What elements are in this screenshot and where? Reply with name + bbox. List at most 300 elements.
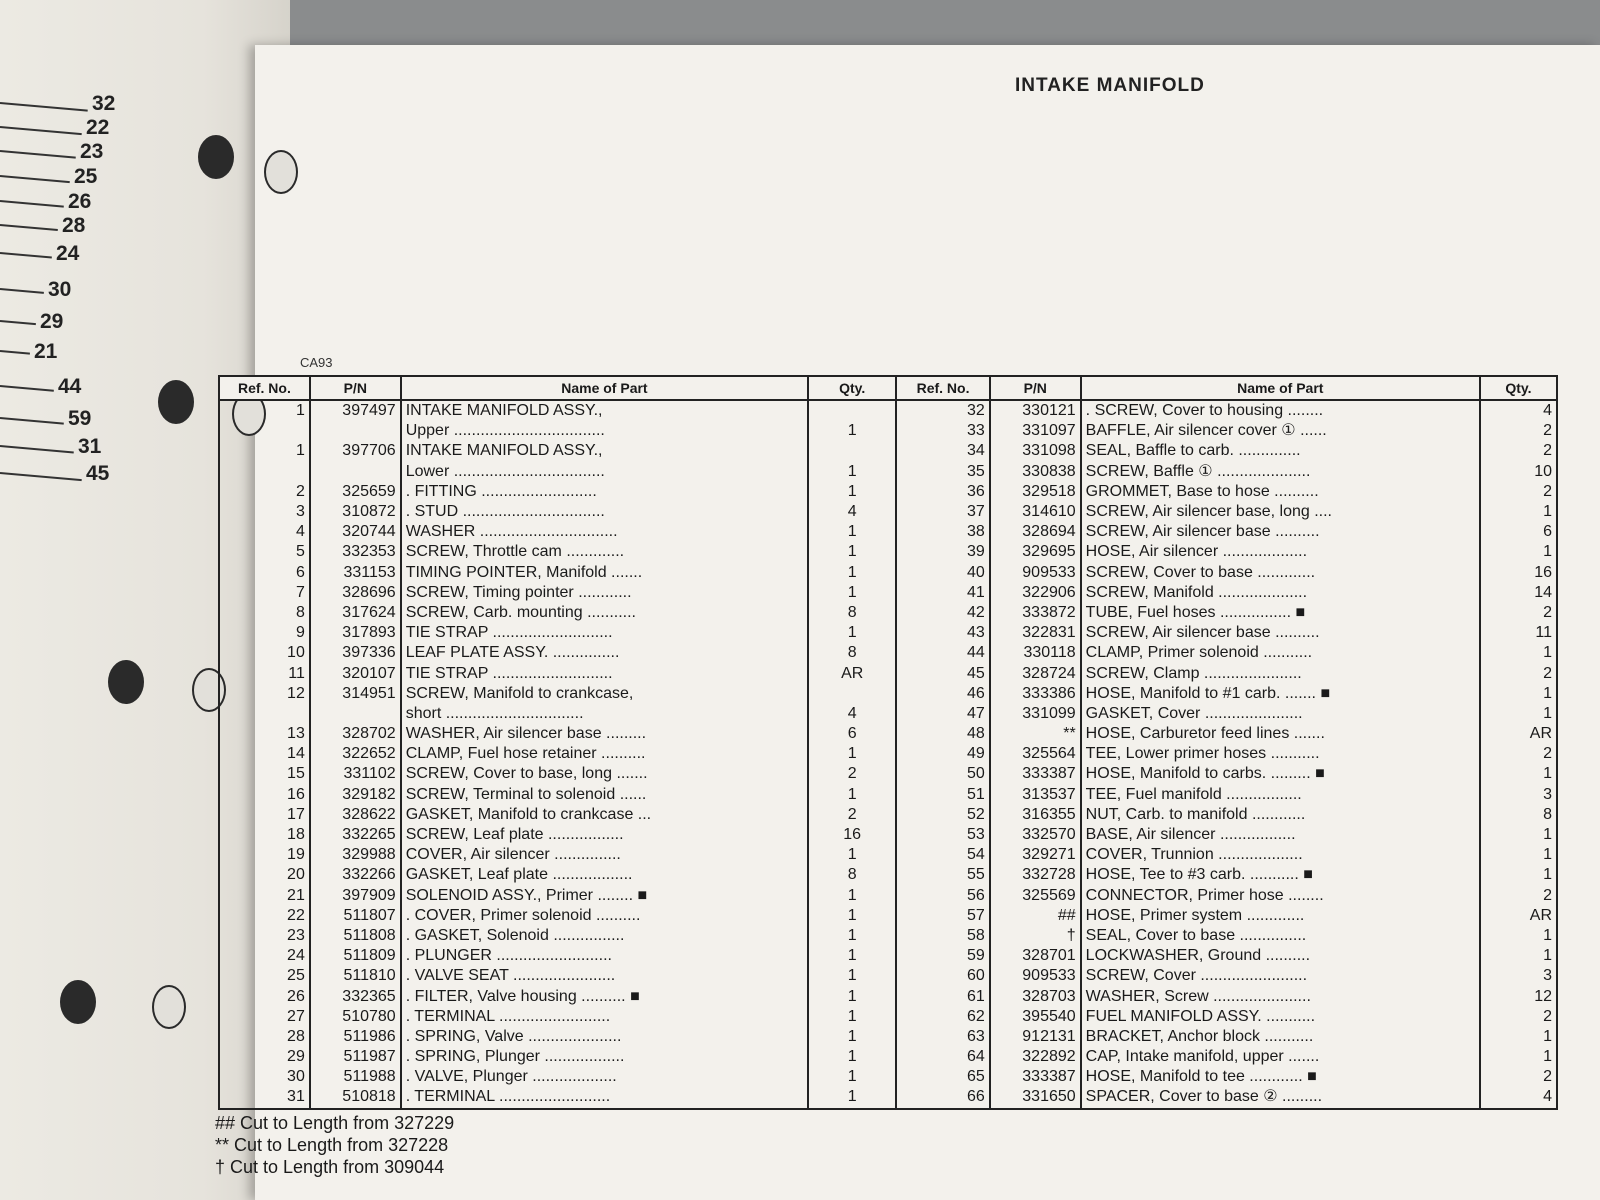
quantity-cell: 1 xyxy=(808,946,896,966)
quantity-cell: 1 xyxy=(808,1007,896,1027)
ref-no-cell: 54 xyxy=(896,845,990,865)
part-number-cell: 320744 xyxy=(310,522,401,542)
leader-line xyxy=(0,320,36,325)
table-row xyxy=(219,663,1557,683)
quantity-cell: 1 xyxy=(808,785,896,805)
quantity-cell: 2 xyxy=(1480,441,1557,461)
quantity-cell: 8 xyxy=(1480,805,1557,825)
ref-no-cell: 51 xyxy=(896,785,990,805)
table-row xyxy=(219,865,1557,885)
part-name-cell: SCREW, Cover ........................ xyxy=(1081,966,1480,986)
binder-hole xyxy=(108,660,144,704)
ref-no-cell: 18 xyxy=(219,825,310,845)
callout-number: 44 xyxy=(58,375,82,398)
quantity-cell: 1 xyxy=(808,421,896,441)
ref-no-cell: 28 xyxy=(219,1027,310,1047)
part-name-cell: SCREW, Timing pointer ............ xyxy=(401,583,808,603)
quantity-cell: 1 xyxy=(1480,502,1557,522)
part-number-cell: 332265 xyxy=(310,825,401,845)
part-name-cell: HOSE, Manifold to carbs. ......... ■ xyxy=(1081,764,1480,784)
ref-no-cell: 62 xyxy=(896,1007,990,1027)
quantity-cell: 8 xyxy=(808,643,896,663)
part-name-cell: TIE STRAP ........................... xyxy=(401,663,808,683)
quantity-cell: 1 xyxy=(808,542,896,562)
part-name-cell: . FITTING .......................... xyxy=(401,482,808,502)
callout-number: 23 xyxy=(80,140,104,163)
table-row xyxy=(219,1087,1557,1108)
part-number-cell: ## xyxy=(990,906,1081,926)
binder-hole xyxy=(158,380,194,424)
table-row xyxy=(219,966,1557,986)
quantity-cell: 1 xyxy=(1480,704,1557,724)
part-name-cell: . STUD ................................ xyxy=(401,502,808,522)
part-name-cell: NUT, Carb. to manifold ............ xyxy=(1081,805,1480,825)
ref-no-cell: 50 xyxy=(896,764,990,784)
part-name-cell: SCREW, Terminal to solenoid ...... xyxy=(401,785,808,805)
ref-no-cell: 1 xyxy=(219,400,310,421)
part-number-cell: 511808 xyxy=(310,926,401,946)
ref-no-cell: 66 xyxy=(896,1087,990,1108)
quantity-cell: 16 xyxy=(808,825,896,845)
part-name-cell: . VALVE SEAT ....................... xyxy=(401,966,808,986)
part-number-cell: 511987 xyxy=(310,1047,401,1067)
part-name-cell: CLAMP, Fuel hose retainer .......... xyxy=(401,744,808,764)
part-name-cell: TUBE, Fuel hoses ................ ■ xyxy=(1081,603,1480,623)
part-name-cell: SCREW, Carb. mounting ........... xyxy=(401,603,808,623)
part-number-cell: 331099 xyxy=(990,704,1081,724)
parts-table-body xyxy=(219,400,1557,1109)
part-number-cell: 511809 xyxy=(310,946,401,966)
quantity-cell: 16 xyxy=(1480,563,1557,583)
part-number-cell: 332570 xyxy=(990,825,1081,845)
part-number-cell: 332266 xyxy=(310,865,401,885)
ref-no-cell: 6 xyxy=(219,563,310,583)
callout-number: 29 xyxy=(40,310,64,333)
part-number-cell: 912131 xyxy=(990,1027,1081,1047)
table-row xyxy=(219,623,1557,643)
part-name-cell: GASKET, Leaf plate .................. xyxy=(401,865,808,885)
part-number-cell: 310872 xyxy=(310,502,401,522)
part-number-cell: 328702 xyxy=(310,724,401,744)
part-name-cell: HOSE, Primer system ............. xyxy=(1081,906,1480,926)
header-ref-no: Ref. No. xyxy=(219,376,310,400)
part-number-cell: 331153 xyxy=(310,563,401,583)
part-number-cell: 329988 xyxy=(310,845,401,865)
part-name-cell: SCREW, Clamp ...................... xyxy=(1081,663,1480,683)
ref-no-cell: 13 xyxy=(219,724,310,744)
quantity-cell xyxy=(808,684,896,704)
ref-no-cell: 2 xyxy=(219,482,310,502)
quantity-cell: 2 xyxy=(1480,421,1557,441)
part-name-cell: CAP, Intake manifold, upper ....... xyxy=(1081,1047,1480,1067)
ref-no-cell: 59 xyxy=(896,946,990,966)
part-number-cell: 397706 xyxy=(310,441,401,461)
leader-line xyxy=(0,126,82,135)
part-number-cell: 329182 xyxy=(310,785,401,805)
ref-no-cell: 53 xyxy=(896,825,990,845)
table-row xyxy=(219,502,1557,522)
ref-no-cell: 58 xyxy=(896,926,990,946)
table-row xyxy=(219,603,1557,623)
callout-number: 22 xyxy=(86,116,110,139)
part-number-cell: 397909 xyxy=(310,886,401,906)
quantity-cell: 1 xyxy=(808,522,896,542)
ref-no-cell: 37 xyxy=(896,502,990,522)
part-name-cell: SPACER, Cover to base ② ......... xyxy=(1081,1087,1480,1108)
part-number-cell: 313537 xyxy=(990,785,1081,805)
part-name-cell: WASHER ............................... xyxy=(401,522,808,542)
part-name-cell: COVER, Air silencer ............... xyxy=(401,845,808,865)
quantity-cell: 1 xyxy=(808,583,896,603)
part-name-cell: TEE, Fuel manifold ................. xyxy=(1081,785,1480,805)
part-number-cell: 511810 xyxy=(310,966,401,986)
table-row xyxy=(219,542,1557,562)
quantity-cell: 10 xyxy=(1480,462,1557,482)
quantity-cell: 2 xyxy=(1480,886,1557,906)
part-number-cell: 330118 xyxy=(990,643,1081,663)
quantity-cell: 2 xyxy=(1480,1007,1557,1027)
part-name-cell: TIE STRAP ........................... xyxy=(401,623,808,643)
quantity-cell xyxy=(808,400,896,421)
ref-no-cell: 47 xyxy=(896,704,990,724)
part-name-cell: SCREW, Leaf plate ................. xyxy=(401,825,808,845)
quantity-cell: 1 xyxy=(808,1067,896,1087)
part-number-cell: 322906 xyxy=(990,583,1081,603)
ref-no-cell: 39 xyxy=(896,542,990,562)
table-row xyxy=(219,1027,1557,1047)
header-pn: P/N xyxy=(990,376,1081,400)
quantity-cell: 14 xyxy=(1480,583,1557,603)
part-name-cell: . COVER, Primer solenoid .......... xyxy=(401,906,808,926)
part-name-cell: GASKET, Cover ...................... xyxy=(1081,704,1480,724)
part-name-cell: HOSE, Manifold to tee ............ ■ xyxy=(1081,1067,1480,1087)
leader-line xyxy=(0,445,74,453)
part-number-cell: 333386 xyxy=(990,684,1081,704)
callout-number: 32 xyxy=(92,92,116,115)
quantity-cell: 1 xyxy=(1480,845,1557,865)
header-name-of-part: Name of Part xyxy=(1081,376,1480,400)
ref-no-cell: 64 xyxy=(896,1047,990,1067)
quantity-cell: 2 xyxy=(808,805,896,825)
part-name-cell: SCREW, Cover to base ............. xyxy=(1081,563,1480,583)
ref-no-cell: 27 xyxy=(219,1007,310,1027)
footnote: ** Cut to Length from 327228 xyxy=(215,1135,449,1155)
quantity-cell: 3 xyxy=(1480,785,1557,805)
part-number-cell: 328703 xyxy=(990,986,1081,1006)
part-number-cell xyxy=(310,421,401,441)
quantity-cell: 1 xyxy=(808,482,896,502)
quantity-cell: 4 xyxy=(1480,400,1557,421)
part-name-cell: . PLUNGER .......................... xyxy=(401,946,808,966)
quantity-cell: 1 xyxy=(1480,542,1557,562)
header-name-of-part: Name of Part xyxy=(401,376,808,400)
part-name-cell: SCREW, Baffle ① ..................... xyxy=(1081,462,1480,482)
part-name-cell: SCREW, Air silencer base .......... xyxy=(1081,522,1480,542)
ref-no-cell: 7 xyxy=(219,583,310,603)
table-row xyxy=(219,1007,1557,1027)
part-number-cell: 325659 xyxy=(310,482,401,502)
ref-no-cell: 16 xyxy=(219,785,310,805)
part-number-cell: 331097 xyxy=(990,421,1081,441)
callout-number: 59 xyxy=(68,407,92,430)
leader-line xyxy=(0,288,44,294)
part-number-cell: 328622 xyxy=(310,805,401,825)
header-ref-no: Ref. No. xyxy=(896,376,990,400)
ref-no-cell: 63 xyxy=(896,1027,990,1047)
ref-no-cell: 24 xyxy=(219,946,310,966)
quantity-cell: 1 xyxy=(1480,1047,1557,1067)
ref-no-cell: 57 xyxy=(896,906,990,926)
callout-number: 26 xyxy=(68,190,92,213)
quantity-cell: 3 xyxy=(1480,966,1557,986)
binder-hole xyxy=(60,980,96,1024)
ref-no-cell: 43 xyxy=(896,623,990,643)
part-number-cell: 325569 xyxy=(990,886,1081,906)
part-name-cell: SCREW, Air silencer base .......... xyxy=(1081,623,1480,643)
table-row xyxy=(219,563,1557,583)
part-name-cell: SCREW, Throttle cam ............. xyxy=(401,542,808,562)
callout-number: 21 xyxy=(34,340,58,363)
table-row xyxy=(219,1067,1557,1087)
part-name-cell: COVER, Trunnion ................... xyxy=(1081,845,1480,865)
part-name-cell: GROMMET, Base to hose .......... xyxy=(1081,482,1480,502)
part-number-cell: 325564 xyxy=(990,744,1081,764)
quantity-cell: 8 xyxy=(808,603,896,623)
binder-hole xyxy=(152,985,186,1029)
part-number-cell: 330121 xyxy=(990,400,1081,421)
leader-line xyxy=(0,350,30,355)
quantity-cell: 8 xyxy=(808,865,896,885)
part-name-cell: BRACKET, Anchor block ........... xyxy=(1081,1027,1480,1047)
part-number-cell: 329271 xyxy=(990,845,1081,865)
part-number-cell: 332728 xyxy=(990,865,1081,885)
part-name-cell: . VALVE, Plunger ................... xyxy=(401,1067,808,1087)
part-number-cell: † xyxy=(990,926,1081,946)
part-name-cell: SCREW, Manifold to crankcase, xyxy=(401,684,808,704)
part-number-cell: ** xyxy=(990,724,1081,744)
part-number-cell: 909533 xyxy=(990,966,1081,986)
quantity-cell: 2 xyxy=(808,764,896,784)
ref-no-cell: 21 xyxy=(219,886,310,906)
part-name-cell: INTAKE MANIFOLD ASSY., xyxy=(401,400,808,421)
part-number-cell: 328696 xyxy=(310,583,401,603)
ref-no-cell: 5 xyxy=(219,542,310,562)
ref-no-cell: 38 xyxy=(896,522,990,542)
part-name-cell: FUEL MANIFOLD ASSY. ........... xyxy=(1081,1007,1480,1027)
part-name-cell: CONNECTOR, Primer hose ........ xyxy=(1081,886,1480,906)
part-name-cell: . SCREW, Cover to housing ........ xyxy=(1081,400,1480,421)
ref-no-cell: 52 xyxy=(896,805,990,825)
quantity-cell: 6 xyxy=(1480,522,1557,542)
ref-no-cell: 17 xyxy=(219,805,310,825)
ref-no-cell: 9 xyxy=(219,623,310,643)
part-number-cell: 511988 xyxy=(310,1067,401,1087)
ref-no-cell xyxy=(219,704,310,724)
part-name-cell: Upper .................................. xyxy=(401,421,808,441)
part-name-cell: . GASKET, Solenoid ................ xyxy=(401,926,808,946)
part-number-cell: 510780 xyxy=(310,1007,401,1027)
ref-no-cell: 4 xyxy=(219,522,310,542)
ref-no-cell: 20 xyxy=(219,865,310,885)
part-name-cell: . SPRING, Plunger .................. xyxy=(401,1047,808,1067)
leader-line xyxy=(0,102,88,112)
ref-no-cell: 49 xyxy=(896,744,990,764)
leader-line xyxy=(0,224,58,231)
quantity-cell: 1 xyxy=(808,744,896,764)
part-name-cell: BAFFLE, Air silencer cover ① ...... xyxy=(1081,421,1480,441)
ref-no-cell: 1 xyxy=(219,441,310,461)
table-row xyxy=(219,744,1557,764)
ref-no-cell: 19 xyxy=(219,845,310,865)
part-name-cell: short ............................... xyxy=(401,704,808,724)
quantity-cell: AR xyxy=(1480,724,1557,744)
ref-no-cell: 3 xyxy=(219,502,310,522)
ref-no-cell: 60 xyxy=(896,966,990,986)
quantity-cell: 2 xyxy=(1480,744,1557,764)
quantity-cell: 1 xyxy=(1480,946,1557,966)
table-row xyxy=(219,522,1557,542)
ref-no-cell: 11 xyxy=(219,663,310,683)
part-name-cell: SCREW, Manifold .................... xyxy=(1081,583,1480,603)
quantity-cell: 1 xyxy=(808,845,896,865)
parts-table xyxy=(218,375,1558,1110)
quantity-cell: 1 xyxy=(1480,684,1557,704)
callout-number: 24 xyxy=(56,242,80,265)
ref-no-cell: 42 xyxy=(896,603,990,623)
footnote: ## Cut to Length from 327229 xyxy=(215,1113,455,1133)
callout-number: 28 xyxy=(62,214,86,237)
part-number-cell: 322652 xyxy=(310,744,401,764)
part-number-cell: 316355 xyxy=(990,805,1081,825)
part-number-cell: 511986 xyxy=(310,1027,401,1047)
quantity-cell: 1 xyxy=(808,563,896,583)
quantity-cell xyxy=(808,441,896,461)
part-number-cell: 333872 xyxy=(990,603,1081,623)
part-number-cell: 511807 xyxy=(310,906,401,926)
ref-no-cell: 40 xyxy=(896,563,990,583)
table-row xyxy=(219,946,1557,966)
quantity-cell: 12 xyxy=(1480,986,1557,1006)
quantity-cell: 4 xyxy=(808,502,896,522)
ref-no-cell: 33 xyxy=(896,421,990,441)
quantity-cell: 1 xyxy=(808,462,896,482)
part-number-cell xyxy=(310,704,401,724)
ref-no-cell: 32 xyxy=(896,400,990,421)
table-row xyxy=(219,805,1557,825)
part-name-cell: GASKET, Manifold to crankcase ... xyxy=(401,805,808,825)
quantity-cell: 2 xyxy=(1480,663,1557,683)
part-number-cell: 317624 xyxy=(310,603,401,623)
part-name-cell: SOLENOID ASSY., Primer ........ ■ xyxy=(401,886,808,906)
quantity-cell: 11 xyxy=(1480,623,1557,643)
quantity-cell: 1 xyxy=(808,906,896,926)
part-name-cell: TIMING POINTER, Manifold ....... xyxy=(401,563,808,583)
table-row xyxy=(219,400,1557,421)
quantity-cell: 2 xyxy=(1480,603,1557,623)
table-row xyxy=(219,643,1557,663)
part-number-cell: 395540 xyxy=(990,1007,1081,1027)
quantity-cell: 6 xyxy=(808,724,896,744)
table-row xyxy=(219,441,1557,461)
part-name-cell: TEE, Lower primer hoses ........... xyxy=(1081,744,1480,764)
part-name-cell: SEAL, Cover to base ............... xyxy=(1081,926,1480,946)
quantity-cell: 1 xyxy=(1480,643,1557,663)
table-row xyxy=(219,926,1557,946)
ref-no-cell: 41 xyxy=(896,583,990,603)
ref-no-cell: 55 xyxy=(896,865,990,885)
part-number-cell: 331650 xyxy=(990,1087,1081,1108)
table-row xyxy=(219,764,1557,784)
part-name-cell: . FILTER, Valve housing .......... ■ xyxy=(401,986,808,1006)
table-row xyxy=(219,421,1557,441)
header-qty: Qty. xyxy=(1480,376,1557,400)
ref-no-cell: 30 xyxy=(219,1067,310,1087)
callout-number: 25 xyxy=(74,165,98,188)
ref-no-cell: 56 xyxy=(896,886,990,906)
part-name-cell: Lower .................................. xyxy=(401,462,808,482)
part-name-cell: HOSE, Tee to #3 carb. ........... ■ xyxy=(1081,865,1480,885)
part-number-cell: 328701 xyxy=(990,946,1081,966)
quantity-cell: 1 xyxy=(808,1087,896,1108)
table-row xyxy=(219,986,1557,1006)
ref-no-cell: 10 xyxy=(219,643,310,663)
part-number-cell: 322892 xyxy=(990,1047,1081,1067)
page-title: INTAKE MANIFOLD xyxy=(1015,75,1205,96)
part-number-cell: 332365 xyxy=(310,986,401,1006)
ref-no-cell: 12 xyxy=(219,684,310,704)
quantity-cell: 2 xyxy=(1480,482,1557,502)
quantity-cell: 2 xyxy=(1480,1067,1557,1087)
table-row xyxy=(219,785,1557,805)
ref-no-cell: 29 xyxy=(219,1047,310,1067)
quantity-cell: 1 xyxy=(1480,825,1557,845)
part-name-cell: WASHER, Screw ...................... xyxy=(1081,986,1480,1006)
ref-no-cell: 22 xyxy=(219,906,310,926)
footnote: † Cut to Length from 309044 xyxy=(215,1157,445,1177)
table-row xyxy=(219,583,1557,603)
quantity-cell: 4 xyxy=(808,704,896,724)
quantity-cell: 1 xyxy=(1480,1027,1557,1047)
part-name-cell: SEAL, Baffle to carb. .............. xyxy=(1081,441,1480,461)
part-name-cell: . TERMINAL ......................... xyxy=(401,1007,808,1027)
part-name-cell: LOCKWASHER, Ground .......... xyxy=(1081,946,1480,966)
part-name-cell: . SPRING, Valve ..................... xyxy=(401,1027,808,1047)
quantity-cell: AR xyxy=(808,663,896,683)
quantity-cell: 1 xyxy=(808,986,896,1006)
ref-no-cell: 31 xyxy=(219,1087,310,1108)
ref-no-cell: 46 xyxy=(896,684,990,704)
ref-no-cell xyxy=(219,462,310,482)
part-number-cell: 331102 xyxy=(310,764,401,784)
ref-no-cell: 35 xyxy=(896,462,990,482)
quantity-cell: 1 xyxy=(808,886,896,906)
quantity-cell: 1 xyxy=(808,966,896,986)
table-header-row xyxy=(219,376,1557,400)
part-number-cell: 333387 xyxy=(990,1067,1081,1087)
leader-line xyxy=(0,252,52,259)
quantity-cell: 1 xyxy=(1480,764,1557,784)
quantity-cell: 1 xyxy=(808,926,896,946)
ref-no-cell: 44 xyxy=(896,643,990,663)
part-number-cell: 332353 xyxy=(310,542,401,562)
part-number-cell xyxy=(310,462,401,482)
leader-line xyxy=(0,200,64,208)
table-row xyxy=(219,724,1557,744)
table-row xyxy=(219,684,1557,704)
part-number-cell: 322831 xyxy=(990,623,1081,643)
part-name-cell: WASHER, Air silencer base ......... xyxy=(401,724,808,744)
ref-no-cell: 15 xyxy=(219,764,310,784)
